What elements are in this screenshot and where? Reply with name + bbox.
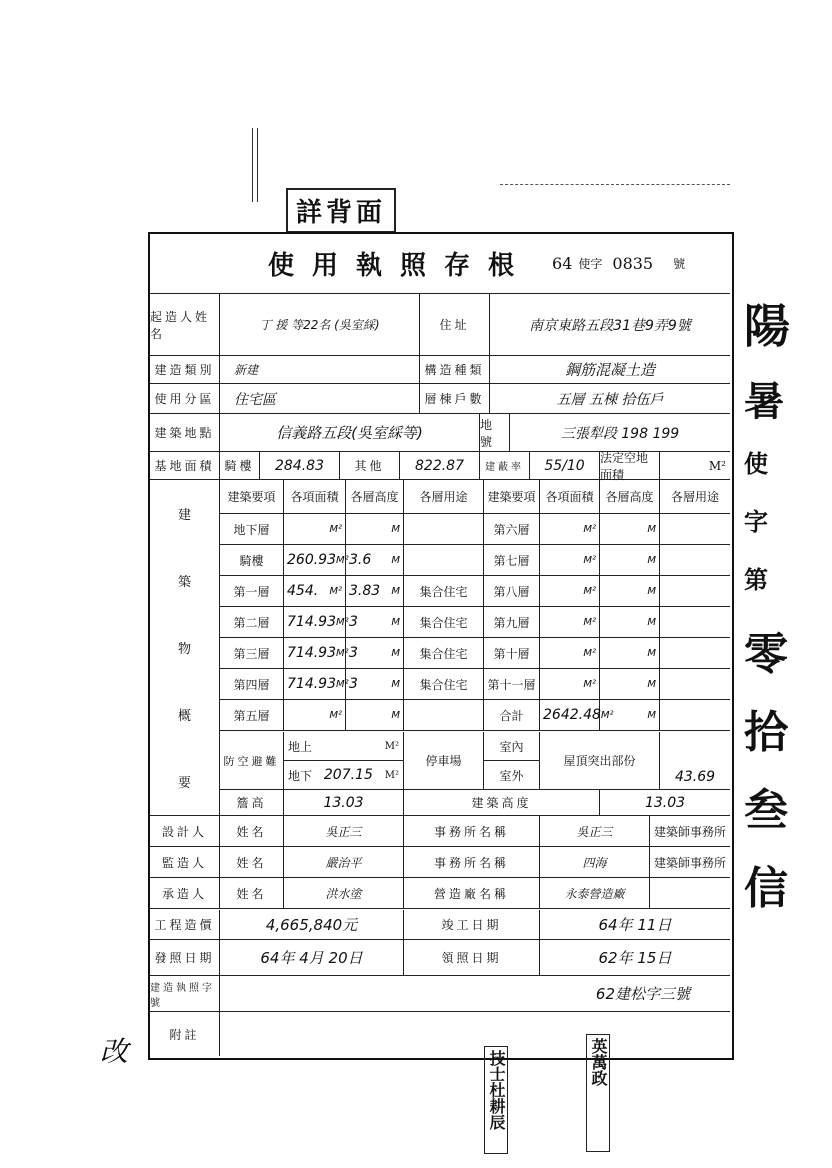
floor-area-text: 2642.48: [543, 707, 601, 723]
name-label: 姓名: [220, 847, 284, 878]
floor-height: [600, 545, 660, 576]
other-label: 其他: [340, 452, 400, 480]
floor-name-text: 第十一層: [487, 677, 536, 692]
technician-stamp: 技士杜耕辰: [484, 1046, 508, 1154]
floor-use: [404, 545, 484, 576]
floor-area: [540, 607, 600, 638]
eave-value: 13.03: [284, 790, 404, 816]
outdoor-label: 室外: [484, 761, 540, 790]
floor-area: [284, 700, 346, 731]
issue-label: 發照日期: [150, 940, 220, 976]
floor-area: [284, 545, 349, 576]
floors-label: 層棟戶數: [420, 384, 490, 414]
site-label: 建築地點: [150, 414, 220, 452]
margin-char: 拾: [744, 707, 788, 758]
floor-area: [540, 638, 600, 669]
license-prefix: 使字: [578, 257, 603, 271]
permit-label: 建造執照字號: [150, 976, 220, 1012]
structure-value: 鋼筋混凝土造: [490, 356, 730, 384]
floor-name-text: 騎樓: [239, 553, 264, 568]
person-name: 嚴治平: [284, 847, 404, 878]
unit: M: [647, 523, 656, 535]
structure-label: 構造種類: [420, 356, 490, 384]
cost-value: 4,665,840元: [220, 910, 404, 940]
org-stamp: 建築師事務所: [650, 816, 730, 847]
indoor-label: 室內: [484, 732, 540, 761]
corner-mark: 改: [100, 1035, 129, 1068]
floor-use-text: 集合住宅: [419, 615, 468, 630]
officer-stamp: 英萬政: [586, 1034, 610, 1152]
floor-use: [660, 669, 730, 700]
side-char: 物: [177, 642, 191, 657]
floor-height: [600, 607, 660, 638]
floor-area: [284, 514, 346, 545]
unit: M: [391, 647, 400, 659]
lot-value: 三張犁段 198 199: [510, 414, 730, 452]
floor-name: [220, 514, 284, 545]
floor-name-text: 合計: [499, 708, 524, 723]
seal-mark: [252, 128, 258, 202]
build-type-value: 新建: [220, 356, 420, 384]
coverage-value: 55/10: [530, 452, 600, 480]
other-value: 822.87: [400, 452, 480, 480]
address-value: 南京東路五段31巷9弄9號: [490, 294, 730, 356]
floor-area-text: 454.: [287, 583, 319, 599]
floor-use: [660, 576, 730, 607]
floor-height: [600, 514, 660, 545]
floor-height: [600, 638, 660, 669]
floor-height: [346, 669, 404, 700]
person-name: 吳正三: [284, 816, 404, 847]
coverage-label: 建蔽率: [480, 452, 530, 480]
floor-area: [284, 638, 349, 669]
unit: M: [647, 647, 656, 659]
col-header: 建築要項: [484, 480, 540, 514]
org-stamp: [650, 878, 730, 909]
person-name: 洪水塗: [284, 878, 404, 909]
floor-height: [346, 545, 404, 576]
floor-height: [346, 607, 404, 638]
detail-back-stamp: 詳背面: [286, 188, 396, 233]
floor-use: [404, 514, 484, 545]
license-year: 64: [552, 254, 573, 273]
floor-name-text: 第三層: [233, 646, 270, 661]
unit: M: [647, 616, 656, 628]
unit: M: [647, 678, 656, 690]
floors-value: 五層 五棟 拾伍戶: [490, 384, 730, 414]
receive-label: 領照日期: [404, 940, 540, 976]
floor-name: [484, 545, 540, 576]
side-char: 要: [177, 776, 191, 791]
org-label: 事務所名稱: [404, 847, 540, 878]
floor-height-text: 3: [349, 614, 358, 630]
license-no: 0835: [612, 254, 654, 273]
org-name: 永泰營造廠: [540, 878, 650, 909]
arcade-label: 騎樓: [220, 452, 260, 480]
lot-label: 地號: [480, 414, 510, 452]
unit: M²: [336, 616, 349, 628]
issue-value: 64年 4月 20日: [220, 940, 404, 976]
floor-area: [540, 669, 600, 700]
col-header: 各層高度: [600, 480, 660, 514]
floor-use-text: 集合住宅: [419, 584, 468, 599]
name-label: 姓名: [220, 878, 284, 909]
above-label: 地上: [288, 739, 313, 754]
floor-name-text: 第四層: [233, 677, 270, 692]
floor-name: [484, 514, 540, 545]
floor-area: [284, 607, 349, 638]
name-label: 姓名: [220, 816, 284, 847]
floor-name-text: 第八層: [493, 584, 530, 599]
build-type-label: 建造類別: [150, 356, 220, 384]
floor-name-text: 第七層: [493, 553, 530, 568]
unit: M²: [329, 585, 342, 597]
margin-char: 暑: [744, 379, 784, 425]
margin-char: 陽: [744, 299, 790, 353]
floor-area: [540, 514, 600, 545]
side-char: 建: [177, 508, 191, 523]
below-label: 地下: [288, 768, 313, 783]
above-cell: [284, 732, 404, 761]
margin-char: 零: [744, 629, 788, 680]
floor-name: [484, 700, 540, 731]
floor-name: [220, 576, 284, 607]
floor-area-text: 260.93: [287, 552, 336, 568]
floor-use: [404, 700, 484, 731]
col-header: 各項面積: [540, 480, 600, 514]
legal-area-label: 法定空地面積: [600, 452, 660, 480]
floor-name: [484, 607, 540, 638]
org-name: 四海: [540, 847, 650, 878]
address-label: 住址: [420, 294, 490, 356]
complete-value: 64年 11日: [540, 910, 730, 940]
floor-height: [346, 700, 404, 731]
parking-label: 停車場: [404, 732, 484, 790]
org-stamp: 建築師事務所: [650, 847, 730, 878]
unit: M²: [384, 769, 399, 781]
bldg-height-value: 13.03: [600, 790, 730, 816]
unit: M: [391, 678, 400, 690]
unit: M: [391, 523, 400, 535]
floor-height-text: 3.6: [349, 552, 372, 568]
org-name: 吳正三: [540, 816, 650, 847]
unit: M²: [336, 647, 349, 659]
floor-name-text: 第二層: [233, 615, 270, 630]
floor-name: [220, 669, 284, 700]
floor-name: [220, 700, 284, 731]
floor-height-text: 3: [349, 676, 358, 692]
notes-label: 附註: [150, 1012, 220, 1056]
floor-use: [660, 638, 730, 669]
summary-side-label: [150, 480, 220, 816]
applicant-value: 丁 援 等22名 (吳室綵): [220, 294, 420, 356]
floor-name-text: 第五層: [233, 708, 270, 723]
base-area-label: 基地面積: [150, 452, 220, 480]
floor-name-text: 地下層: [233, 522, 270, 537]
floor-name: [220, 607, 284, 638]
unit: M²: [336, 678, 349, 690]
floor-use: [660, 700, 730, 731]
unit: M²: [329, 709, 342, 721]
floor-height-text: 3.83: [349, 583, 381, 599]
floor-use: [404, 576, 484, 607]
receive-value: 62年 15日: [540, 940, 730, 976]
legal-area-unit: M²: [660, 452, 730, 480]
unit: M²: [329, 523, 342, 535]
notes-value: [220, 1012, 730, 1056]
unit: M: [391, 616, 400, 628]
floor-height: [346, 514, 404, 545]
floor-area-text: 714.93: [287, 676, 336, 692]
floor-area: [540, 700, 614, 731]
unit: M²: [384, 740, 399, 752]
side-char: 築: [177, 575, 191, 590]
floor-use: [660, 607, 730, 638]
floor-height: [600, 669, 660, 700]
margin-char: 叁: [744, 785, 788, 836]
cost-label: 工程造價: [150, 910, 220, 940]
unit: M²: [600, 709, 614, 721]
col-header: 各層用途: [660, 480, 730, 514]
floor-area-text: 714.93: [287, 645, 336, 661]
org-label: 營造廠名稱: [404, 878, 540, 909]
margin-char: 第: [744, 566, 768, 594]
seal-strip: [500, 184, 730, 221]
side-char: 概: [177, 709, 191, 724]
col-header: 各層用途: [404, 480, 484, 514]
floor-name-text: 第九層: [493, 615, 530, 630]
arcade-value: 284.83: [260, 452, 340, 480]
form-title: 使用執照存根: [268, 251, 533, 281]
floor-area: [284, 576, 346, 607]
col-header: 各項面積: [284, 480, 346, 514]
floor-name: [484, 669, 540, 700]
floor-area-text: 714.93: [287, 614, 336, 630]
floor-height: [600, 576, 660, 607]
margin-char: 信: [744, 863, 788, 914]
floor-name: [220, 545, 284, 576]
zone-value: 住宅區: [220, 384, 420, 414]
floor-use: [404, 669, 484, 700]
margin-char: 字: [744, 508, 768, 536]
unit: M: [391, 709, 400, 721]
floor-use: [404, 607, 484, 638]
bldg-height-label: 建築高度: [404, 790, 600, 816]
floor-area: [540, 545, 600, 576]
license-suffix: 號: [673, 257, 686, 271]
unit: M: [391, 554, 400, 566]
margin-char: 使: [744, 450, 768, 478]
site-value: 信義路五段(吳室綵等): [220, 414, 480, 452]
roof-value: 43.69: [660, 732, 730, 790]
unit: M: [391, 585, 400, 597]
role-label: 監造人: [150, 847, 220, 878]
applicant-label: 起造人姓名: [150, 294, 220, 356]
unit: M²: [583, 585, 596, 597]
floor-use: [660, 545, 730, 576]
unit: M²: [583, 616, 596, 628]
org-label: 事務所名稱: [404, 816, 540, 847]
unit: M²: [583, 678, 596, 690]
unit: M: [647, 554, 656, 566]
unit: M²: [583, 523, 596, 535]
unit: M²: [583, 647, 596, 659]
floor-height: [600, 700, 660, 731]
complete-label: 竣工日期: [404, 910, 540, 940]
role-label: 設計人: [150, 816, 220, 847]
unit: M²: [336, 554, 349, 566]
floor-area: [540, 576, 600, 607]
floor-use: [404, 638, 484, 669]
unit: M: [647, 709, 656, 721]
shelter-label: 防空避難: [220, 732, 284, 790]
title-row: [150, 234, 730, 294]
floor-name: [484, 638, 540, 669]
floor-area: [284, 669, 349, 700]
roof-label: 屋頂突出部份: [540, 732, 660, 790]
floor-name-text: 第六層: [493, 522, 530, 537]
floor-use-text: 集合住宅: [419, 677, 468, 692]
floor-height-text: 3: [349, 645, 358, 661]
unit: M: [647, 585, 656, 597]
floor-name: [220, 638, 284, 669]
usage-license-form: [148, 232, 734, 1060]
floor-height: [346, 576, 404, 607]
floor-name: [484, 576, 540, 607]
floor-use: [660, 514, 730, 545]
below-value: 207.15: [323, 767, 373, 783]
floor-use-text: 集合住宅: [419, 646, 468, 661]
col-header: 建築要項: [220, 480, 284, 514]
below-cell: [284, 761, 404, 790]
floor-name-text: 第一層: [233, 584, 270, 599]
eave-label: 簷高: [220, 790, 284, 816]
permit-value: 62建松字三號: [220, 976, 730, 1012]
unit: M²: [583, 554, 596, 566]
role-label: 承造人: [150, 878, 220, 909]
floor-name-text: 第十層: [493, 646, 530, 661]
zone-label: 使用分區: [150, 384, 220, 414]
floor-height: [346, 638, 404, 669]
col-header: 各層高度: [346, 480, 404, 514]
